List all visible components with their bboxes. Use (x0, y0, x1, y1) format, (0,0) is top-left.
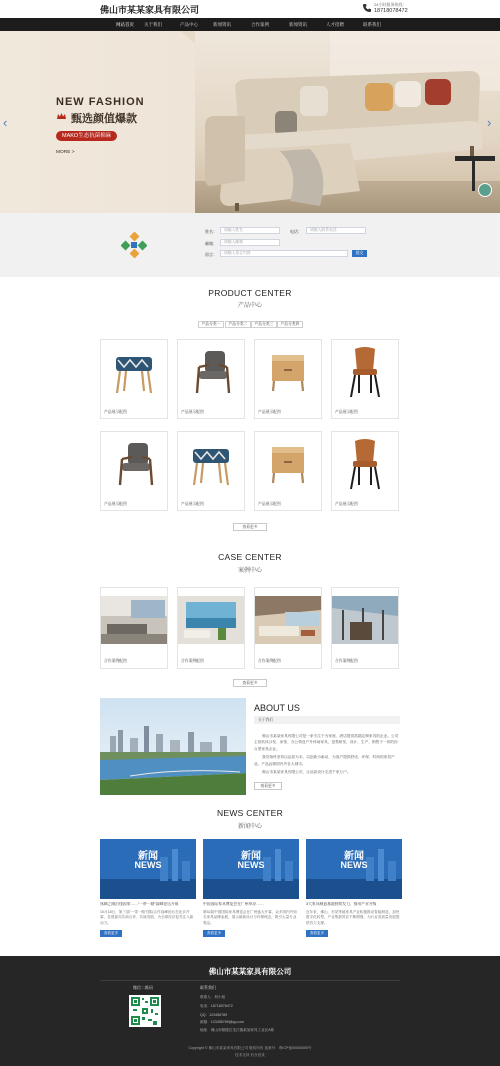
carousel-prev-icon[interactable]: ‹ (3, 115, 8, 130)
company-logo-text[interactable]: 佛山市某某家具有限公司 (100, 5, 200, 15)
copyright: Copyright © 佛山市某某家具有限公司 版权所有 备案号：粤ICP备00000000号 (188, 1046, 312, 1050)
message-input[interactable]: 请输入留言内容 (220, 250, 348, 257)
nightstand-icon (256, 433, 320, 497)
product-card[interactable] (177, 339, 245, 419)
case-center-title: CASE CENTER (218, 552, 282, 562)
contact-phone: 电话：18718078472 (200, 1004, 233, 1008)
nav-item-news-a[interactable]: 新闻资讯 (213, 22, 231, 27)
case-card[interactable] (177, 587, 245, 669)
footer-links[interactable]: 技术支持 后台登录 (235, 1053, 265, 1057)
cases-more-button[interactable]: 查看更多 (233, 679, 267, 687)
tab-category-2[interactable]: 产品分类二 (225, 321, 251, 328)
phone-icon (362, 3, 372, 13)
case-photo-sea-view (178, 596, 244, 644)
news-card[interactable] (306, 839, 402, 939)
product-caption: 产品展示配图 (258, 502, 281, 506)
case-caption: 合作案例配图 (181, 659, 204, 663)
product-caption: 产品展示配图 (335, 502, 358, 506)
case-photo-living-room (101, 596, 167, 644)
nav-item-jobs[interactable]: 人才招聘 (326, 22, 344, 27)
carousel-next-icon[interactable]: › (487, 115, 492, 130)
news-summary: 第52届中国国际家具博览会在广州盛大开幕，众多国内外知名家具品牌参展，展示最新设计与环保理念，吸引大量专业观众。 (203, 910, 297, 925)
armchair-icon (102, 433, 166, 497)
product-caption: 产品展示配图 (335, 410, 358, 414)
news-image-en: NEWS (237, 860, 265, 870)
case-card[interactable] (100, 587, 168, 669)
product-card[interactable] (254, 339, 322, 419)
qr-label: 微信二维码 (133, 985, 153, 990)
news-summary: 近年来，佛山、东莞等地家具产业积极推动智能制造，加快数字化转型，产业集群效应不断增强，为行业高质量发展提供有力支撑。 (306, 910, 400, 925)
hotline (362, 2, 452, 16)
news-image-cn: 新闻 (344, 851, 364, 862)
news-title[interactable]: 中国国际家具博览会在广州举办…… (203, 902, 264, 906)
flower-logo-icon (121, 232, 147, 258)
leather-chair-icon (333, 341, 397, 405)
crown-icon (56, 111, 67, 122)
news-card[interactable] (203, 839, 299, 939)
tab-category-4[interactable]: 产品分类四 (277, 321, 303, 328)
product-card[interactable] (254, 431, 322, 511)
case-center-subtitle: 案例中心 (237, 568, 262, 574)
about-paragraph: 佛山市某某家具有限公司，让品质设计走进千家万户。 (262, 770, 351, 775)
nav-item-news-b[interactable]: 新闻资讯 (289, 22, 307, 27)
products-more-button[interactable]: 查看更多 (233, 523, 267, 531)
stool-icon (179, 433, 243, 497)
message-label: 留言： (205, 252, 217, 257)
nav-item-about[interactable]: 关于我们 (144, 22, 162, 27)
contact-heading: 联系我们 (200, 985, 216, 990)
news-more-button[interactable]: 查看更多 (100, 930, 122, 937)
footer-divider (100, 980, 400, 981)
about-city-image (100, 698, 246, 795)
case-caption: 合作案例配图 (104, 659, 127, 663)
qr-code-icon (129, 995, 161, 1027)
case-photo-lounge (255, 596, 321, 644)
main-nav (0, 18, 500, 31)
email-input[interactable]: 请输入邮箱 (220, 239, 280, 246)
contact-qq: QQ：123456789 (200, 1013, 228, 1017)
nightstand-icon (256, 341, 320, 405)
phone-input[interactable]: 请输入联系电话 (306, 227, 366, 234)
name-input[interactable]: 请输入姓名 (220, 227, 280, 234)
nav-item-products[interactable]: 产品中心 (180, 22, 198, 27)
product-card[interactable] (177, 431, 245, 511)
product-caption: 产品展示配图 (104, 502, 127, 506)
email-label: 邮箱： (205, 241, 217, 246)
hotline-number: 18718078472 (374, 8, 408, 14)
case-card[interactable] (254, 587, 322, 669)
news-title[interactable]: 3大家具制造基地持续发力，推动产业升级 (306, 902, 377, 906)
product-card[interactable] (331, 339, 399, 419)
news-image-cn: 新闻 (241, 851, 261, 862)
about-more-button[interactable]: 查看更多 (254, 782, 282, 790)
product-caption: 产品展示配图 (181, 502, 204, 506)
news-title[interactable]: 丝绸之路沿线国家……“一带一路”高峰论坛开幕 (100, 902, 179, 906)
news-more-button[interactable]: 查看更多 (306, 930, 328, 937)
banner-more-link[interactable]: MORE > (56, 150, 75, 155)
product-center-subtitle: 产品中心 (237, 303, 262, 309)
case-card[interactable] (331, 587, 399, 669)
about-title: ABOUT US (254, 703, 300, 713)
phone-label: 电话： (290, 229, 302, 234)
armchair-icon (179, 341, 243, 405)
news-summary: 10月18日，第三届“一带一路”国际合作高峰论坛在北京开幕，各国嘉宾共商合作、共谋发展，为全球经济复苏注入新动力。 (100, 910, 194, 925)
footer-company: 佛山市某某家具有限公司 (208, 967, 292, 976)
banner-subtitle: 甄选颜值爆款 (71, 113, 137, 125)
nav-item-contact[interactable]: 联系我们 (363, 22, 381, 27)
tab-category-3[interactable]: 产品分类三 (251, 321, 277, 328)
submit-button[interactable]: 提交 (352, 250, 367, 257)
about-paragraph: 佛山市某某家具有限公司是一家专注于为家庭、酒店提供高端定制家具的企业。公司主营软体沙发、床垫、办公椅及户外休闲家具，是集研发、设计、生产、销售于一体的综合型家具企业。 (254, 734, 399, 751)
contact-person: 联系人：何小姐 (200, 995, 226, 999)
about-text (254, 733, 400, 777)
nav-item-cases[interactable]: 合作案例 (251, 22, 269, 27)
name-label: 姓名： (205, 229, 217, 234)
about-tag: 关于我们 (254, 716, 400, 724)
case-photo-sunroom (332, 596, 398, 644)
product-card[interactable] (331, 431, 399, 511)
case-caption: 合作案例配图 (258, 659, 281, 663)
leather-chair-icon (333, 433, 397, 497)
contact-email: 邮箱：123456789@qq.com (200, 1020, 245, 1024)
hero-banner[interactable] (0, 31, 500, 213)
banner-badge: MAKO生态抗菌棉麻 (56, 131, 117, 141)
nav-item-home[interactable]: 网站首页 (116, 22, 134, 27)
product-caption: 产品展示配图 (104, 410, 127, 414)
banner-title: NEW FASHION (56, 96, 145, 108)
product-caption: 产品展示配图 (181, 410, 204, 414)
news-image-en: NEWS (340, 860, 368, 870)
case-caption: 合作案例配图 (335, 659, 358, 663)
about-paragraph: 我们始终坚持以品质为本，以创新为驱动，为客户提供舒适、环保、时尚的家居产品，产品远销国内外各大城市。 (254, 755, 395, 766)
stool-icon (102, 341, 166, 405)
floating-service-icon[interactable] (478, 183, 492, 197)
news-center-title: NEWS CENTER (216, 808, 284, 818)
product-card[interactable] (100, 339, 168, 419)
product-card[interactable] (100, 431, 168, 511)
news-more-button[interactable]: 查看更多 (203, 930, 225, 937)
contact-address: 地址：佛山市顺德区龙江镇某某家具工业区A栋 (200, 1028, 275, 1032)
news-center-subtitle: 新闻中心 (237, 824, 262, 830)
news-image-cn: 新闻 (138, 851, 158, 862)
product-caption: 产品展示配图 (258, 410, 281, 414)
news-card[interactable] (100, 839, 196, 939)
tab-category-1[interactable]: 产品分类一 (198, 321, 224, 328)
hotline-label: 24小时服务热线： (374, 2, 407, 7)
product-center-title: PRODUCT CENTER (208, 288, 292, 298)
top-header (0, 0, 500, 18)
news-image-en: NEWS (134, 860, 162, 870)
